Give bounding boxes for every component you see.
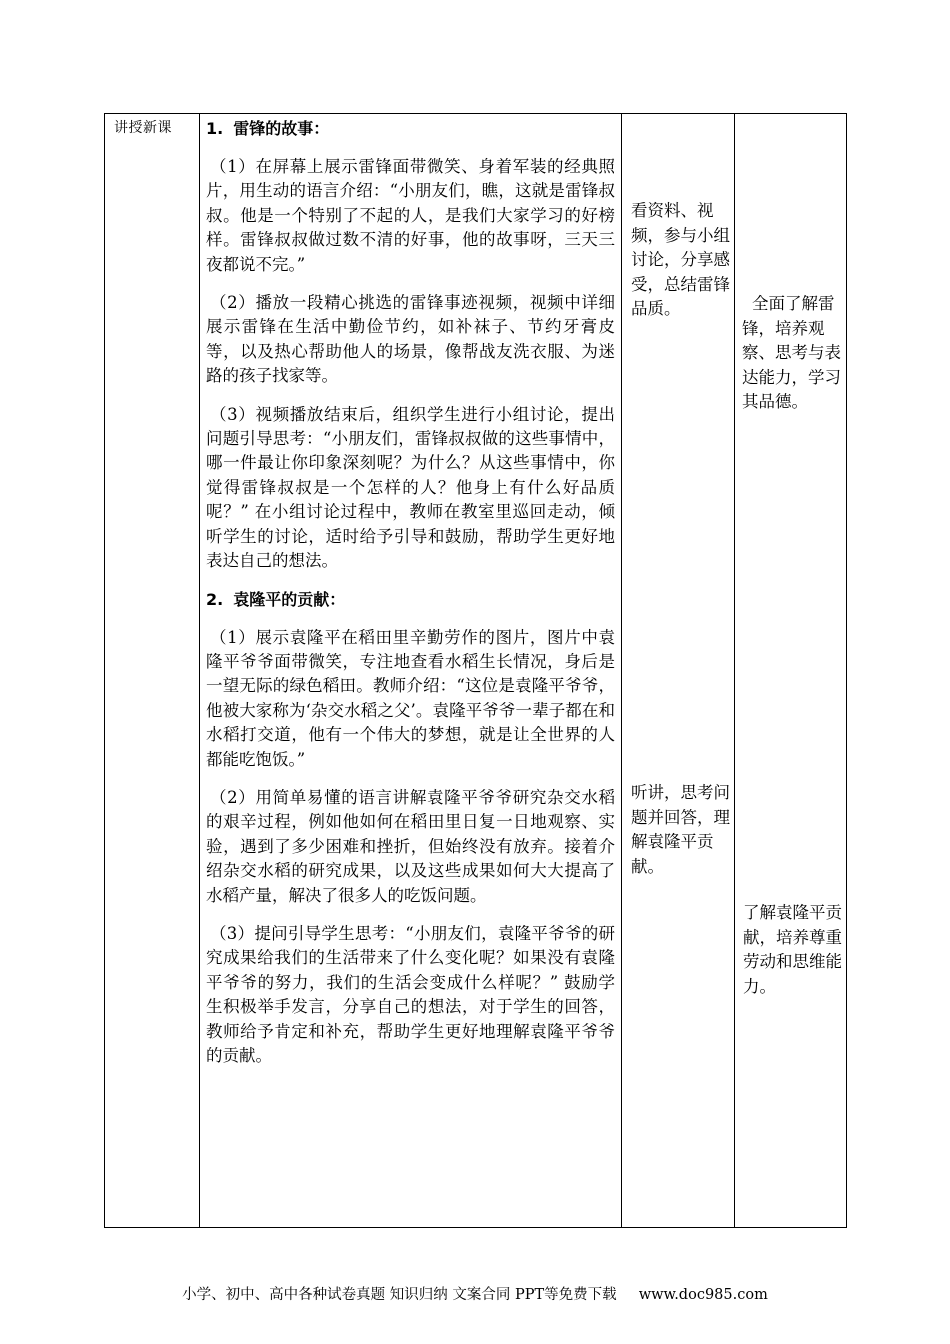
stage-cell [105, 114, 200, 1228]
section-1-paragraph-3: （3）视频播放结束后，组织学生进行小组讨论，提出问题引导思考：“小朋友们，雷锋叔叔做的这些事情中，哪一件最让你印象深刻呢？为什么？从这些事情中，你觉得雷锋叔叔是一个怎样的人？他身上有什么好品质呢？” 在小组讨论过程中，教师在教室里巡回走动，倾听学生的讨论，适时给予引导和鼓励，帮助学生更好地表达自己的想法。 [206, 404, 615, 571]
student-activity-cell [622, 114, 735, 1228]
section-1-paragraph-2: （2）播放一段精心挑选的雷锋事迹视频，视频中详细展示雷锋在生活中勤俭节约，如补袜子、节约牙膏皮等，以及热心帮助他人的场景，像帮战友洗衣服、为迷路的孩子找家等。 [206, 293, 615, 386]
section-2-paragraph-1: （1）展示袁隆平在稻田里辛勤劳作的图片，图片中袁隆平爷爷面带微笑，专注地查看水稻生长情况，身后是一望无际的绿色稻田。教师介绍：“这位是袁隆平爷爷，他被大家称为‘杂交水稻之父’。袁隆平爷爷一辈子都在和水稻打交道，他有一个伟大的梦想，就是让全世界的人都能吃饱饭。” [206, 627, 615, 769]
section-2-heading: 袁隆平的贡献： [233, 589, 346, 609]
design-intent-1: 全面了解雷锋，培养观察、思考与表达能力，学习其品德。 [742, 294, 841, 411]
footer-text: 小学、初中、高中各种试卷真题 知识归纳 文案合同 PPT等免费下载 [182, 1287, 617, 1303]
section-1-paragraph-1: （1）在屏幕上展示雷锋面带微笑、身着军装的经典照片，用生动的语言介绍：“小朋友们，瞧，这就是雷锋叔叔。他是一个特别了不起的人，是我们大家学习的好榜样。雷锋叔叔做过数不清的好事，他的故事呀，三天三夜都说不完。” [206, 157, 615, 274]
section-1-title [206, 117, 615, 141]
section-1-number: 1. [206, 119, 224, 138]
design-intent-2: 了解袁隆平贡献，培养尊重劳动和思维能力。 [743, 903, 842, 996]
teaching-content-cell [200, 114, 622, 1228]
section-1-heading: 雷锋的故事： [233, 119, 330, 138]
design-intent-cell [735, 114, 847, 1228]
stage-label: 讲授新课 [114, 120, 172, 136]
section-2-paragraph-3: （3）提问引导学生思考：“小朋友们，袁隆平爷爷的研究成果给我们的生活带来了什么变化呢？如果没有袁隆平爷爷的努力，我们的生活会变成什么样呢？” 鼓励学生积极举手发言，分享自己的想法，对于学生的回答，教师给予肯定和补充，帮助学生更好地理解袁隆平爷爷的贡献。 [206, 923, 615, 1065]
lesson-plan-table [104, 113, 847, 1228]
student-activity-1: 看资料、视频，参与小组讨论，分享感受，总结雷锋品质。 [631, 201, 730, 318]
section-2-paragraph-2: （2）用简单易懂的语言讲解袁隆平爷爷研究杂交水稻的艰辛过程，例如他如何在稻田里日复一日地观察、实验，遇到了多少困难和挫折，但始终没有放弃。接着介绍杂交水稻的研究成果，以及这些成果如何大大提高了水稻产量，解决了很多人的吃饭问题。 [206, 787, 615, 905]
section-2-number: 2. [206, 589, 224, 609]
section-2-title [206, 588, 615, 612]
footer-url[interactable]: www.doc985.com [638, 1287, 768, 1303]
table-row [105, 114, 847, 1228]
student-activity-2: 听讲，思考问题并回答，理解袁隆平贡献。 [631, 783, 730, 876]
page-footer [0, 1285, 950, 1305]
